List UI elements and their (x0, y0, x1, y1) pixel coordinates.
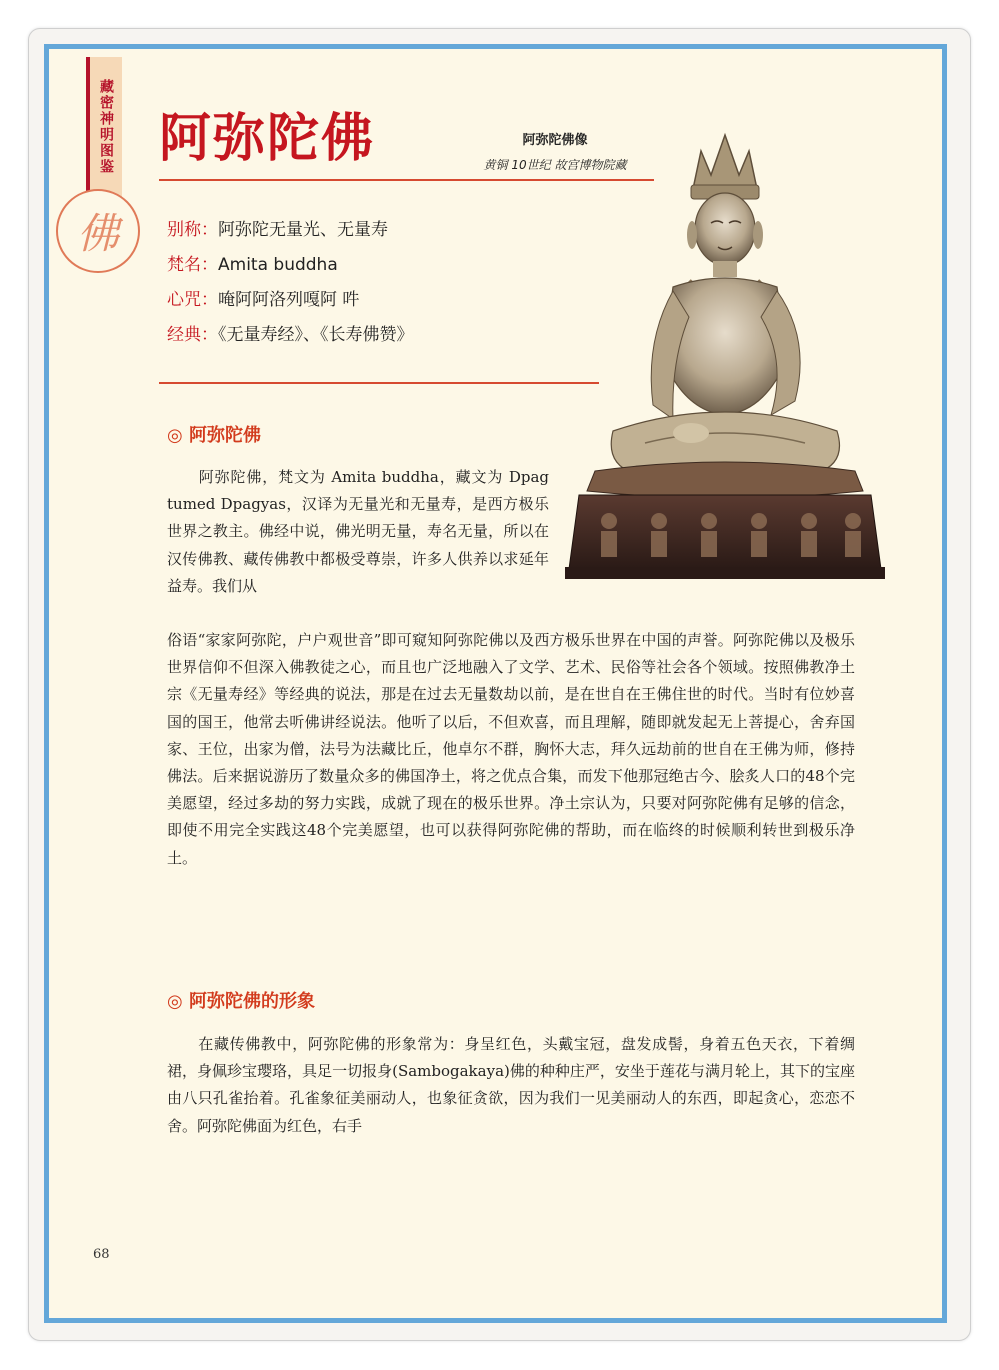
info-divider (159, 382, 599, 384)
info-label: 心咒： (167, 290, 218, 310)
caption-title: 阿弥陀佛像 (522, 133, 588, 148)
info-list (167, 213, 414, 353)
info-label: 梵名： (167, 255, 218, 275)
side-tab (86, 57, 122, 197)
paragraph-text: 阿弥陀佛，梵文为 Amita buddha，藏文为 Dpag tumed Dpagyas，汉译为无量光和无量寿，是西方极乐世界之教主。佛经中说，佛光明无量，寿名无量，所以在汉传佛教、藏传佛教中都极受尊崇，许多人供养以求延年益寿。我们从 (167, 468, 549, 595)
caption-detail: 黄铜 10世纪 故宫博物院藏 (483, 158, 627, 172)
amitabha-statue-image (565, 111, 885, 581)
side-tab-label: 藏密神明图鉴 (98, 79, 114, 175)
info-row-alias (167, 213, 414, 248)
section-heading-amitabha: ◎ 阿弥陀佛 (167, 425, 261, 446)
section2-paragraph (167, 1031, 855, 1140)
info-value: 阿弥陀无量光、无量寿 (218, 220, 388, 240)
book-page (44, 44, 947, 1323)
chapter-circle-badge (56, 189, 140, 273)
info-value: 唵阿阿洛列嘎阿 吽 (218, 290, 360, 310)
page-number: 68 (93, 1247, 110, 1262)
paragraph-text: 俗语“家家阿弥陀，户户观世音”即可窥知阿弥陀佛以及西方极乐世界在中国的声誉。阿弥陀佛以及极乐世界信仰不但深入佛教徒之心，而且也广泛地融入了文学、艺术、民俗等社会各个领域。按照佛教净土宗《无量寿经》等经典的说法，那是在过去无量数劫以前，是在世自在王佛住世的时代。当时有位妙喜国的国王，他常去听佛讲经说法。他听了以后，不但欢喜，而且理解，随即就发起无上菩提心，舍弃国家、王位，出家为僧，法号为法藏比丘，他卓尔不群，胸怀大志，拜久远劫前的世自在王佛为师，修持佛法。后来据说游历了数量众多的佛国净土，将之优点合集，而发下他那冠绝古今、脍炙人口的48个完美愿望，经过多劫的努力实践，成就了现在的极乐世界。净土宗认为，只要对阿弥陀佛有足够的信念，即使不用完全实践这48个完美愿望，也可以获得阿弥陀佛的帮助，而在临终的时候顺利转世到极乐净土。 (167, 631, 855, 867)
info-row-sanskrit (167, 248, 414, 283)
section1-paragraph-narrow (167, 464, 549, 600)
info-label: 别称： (167, 220, 218, 240)
section-heading-appearance: ◎ 阿弥陀佛的形象 (167, 991, 315, 1012)
paragraph-text: 在藏传佛教中，阿弥陀佛的形象常为：身呈红色，头戴宝冠，盘发成髻，身着五色天衣，下着绸裙，身佩珍宝璎珞，具足一切报身(Sambogakaya)佛的种种庄严，安坐于莲花与满月轮上，其下的宝座由八只孔雀抬着。孔雀象征美丽动人，也象征贪欲，因为我们一见美丽动人的东西，即起贪心，恋恋不舍。阿弥陀佛面为红色，右手 (167, 1035, 855, 1135)
section1-paragraph-wide (167, 627, 855, 872)
chapter-circle-char: 佛 (76, 209, 119, 258)
page-title: 阿弥陀佛 (159, 108, 376, 169)
info-value: 《无量寿经》、《长寿佛赞》 (218, 325, 414, 345)
info-row-mantra (167, 283, 414, 318)
info-label: 经典： (167, 325, 218, 345)
info-value: Amita buddha (218, 255, 338, 275)
info-row-scripture (167, 318, 414, 353)
